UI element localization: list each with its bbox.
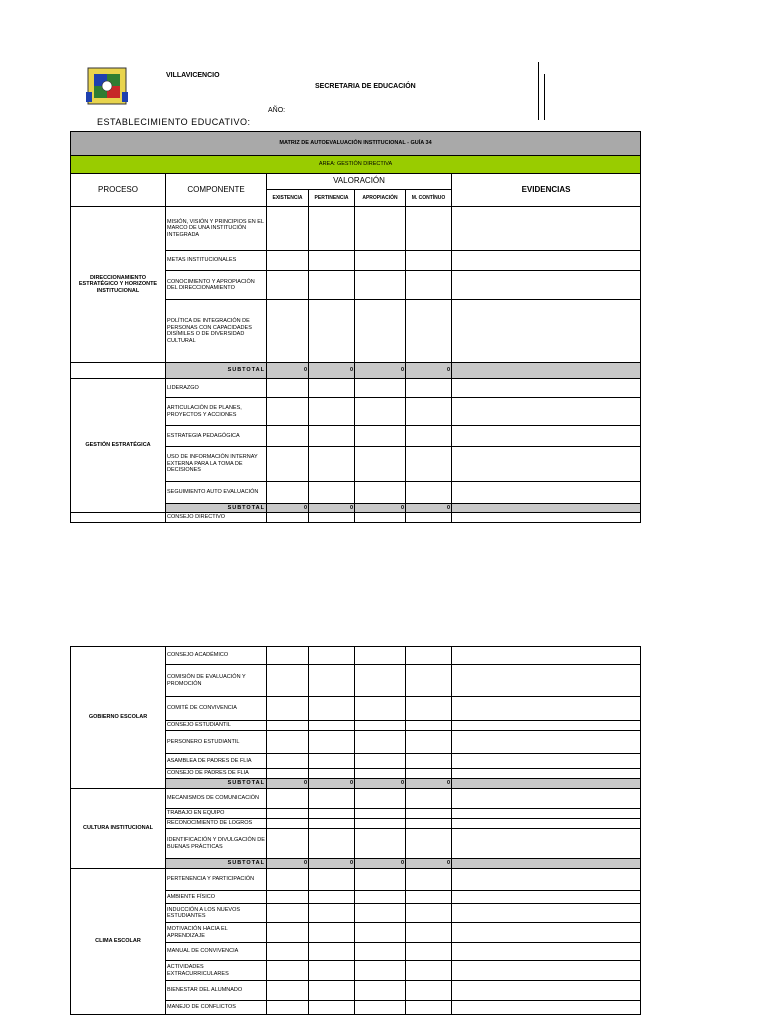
pertinencia-cell[interactable] <box>309 731 355 754</box>
evidencias-cell[interactable] <box>452 513 641 523</box>
existencia-cell[interactable] <box>267 891 309 904</box>
apropiacion-cell[interactable] <box>355 829 406 859</box>
evidencias-cell[interactable] <box>452 665 641 697</box>
header-divider-line <box>538 62 539 120</box>
apropiacion-cell[interactable] <box>355 697 406 721</box>
pertinencia-header: PERTINENCIA <box>309 190 355 207</box>
evidencias-cell[interactable] <box>452 819 641 829</box>
component-label: IDENTIFICACIÓN Y DIVULGACIÓN DE BUENAS PRÁCTICAS <box>166 829 267 859</box>
subtotal-evidence-cell <box>452 504 641 513</box>
pertinencia-cell[interactable] <box>309 271 355 300</box>
process-label: CLIMA ESCOLAR <box>71 869 166 1015</box>
apropiacion-cell[interactable] <box>355 981 406 1001</box>
existencia-cell[interactable] <box>267 665 309 697</box>
component-label: CONSEJO DIRECTIVO <box>166 513 267 523</box>
mcontinuo-cell[interactable] <box>406 721 452 731</box>
existencia-cell[interactable] <box>267 513 309 523</box>
subtotal-value: 0 <box>267 504 309 513</box>
subtotal-value: 0 <box>267 779 309 789</box>
mcontinuo-cell[interactable] <box>406 426 452 447</box>
pertinencia-cell[interactable] <box>309 482 355 504</box>
process-label: DIRECCIONAMIENTO ESTRATÉGICO Y HORIZONTE INSTITUCIONAL <box>71 207 166 363</box>
blank-cell <box>71 363 166 379</box>
existencia-cell[interactable] <box>267 829 309 859</box>
subtotal-value: 0 <box>355 779 406 789</box>
header-divider-line <box>544 74 545 120</box>
pertinencia-cell[interactable] <box>309 769 355 779</box>
subtotal-value: 0 <box>309 363 355 379</box>
pertinencia-cell[interactable] <box>309 207 355 251</box>
existencia-cell[interactable] <box>267 904 309 923</box>
evidencias-cell[interactable] <box>452 251 641 271</box>
subtotal-value: 0 <box>406 504 452 513</box>
pertinencia-cell[interactable] <box>309 665 355 697</box>
valoracion-header: VALORACIÓN <box>267 174 452 190</box>
pertinencia-cell[interactable] <box>309 809 355 819</box>
component-label: COMISIÓN DE EVALUACIÓN Y PROMOCIÓN <box>166 665 267 697</box>
evidencias-cell[interactable] <box>452 809 641 819</box>
mcontinuo-cell[interactable] <box>406 904 452 923</box>
component-label: POLÍTICA DE INTEGRACIÓN DE PERSONAS CON CAPACIDADES DISÍMILES O DE DIVERSIDAD CULTURAL <box>166 300 267 363</box>
pertinencia-cell[interactable] <box>309 891 355 904</box>
mcontinuo-cell[interactable] <box>406 300 452 363</box>
existencia-cell[interactable] <box>267 697 309 721</box>
subtotal-label: SUBTOTAL <box>166 779 267 789</box>
component-label: SEGUIMIENTO AUTO EVALUACIÓN <box>166 482 267 504</box>
apropiacion-cell[interactable] <box>355 789 406 809</box>
evidencias-cell[interactable] <box>452 789 641 809</box>
apropiacion-cell[interactable] <box>355 904 406 923</box>
pertinencia-cell[interactable] <box>309 961 355 981</box>
evidencias-cell[interactable] <box>452 426 641 447</box>
existencia-cell[interactable] <box>267 943 309 961</box>
proceso-header: PROCESO <box>71 174 166 207</box>
pertinencia-cell[interactable] <box>309 251 355 271</box>
mcontinuo-cell[interactable] <box>406 647 452 665</box>
existencia-cell[interactable] <box>267 482 309 504</box>
component-label: PERTENENCIA Y PARTICIPACIÓN <box>166 869 267 891</box>
apropiacion-cell[interactable] <box>355 869 406 891</box>
pertinencia-cell[interactable] <box>309 923 355 943</box>
evidencias-cell[interactable] <box>452 829 641 859</box>
component-label: MECANISMOS DE COMUNICACIÓN <box>166 789 267 809</box>
evidencias-cell[interactable] <box>452 300 641 363</box>
mcontinuo-cell[interactable] <box>406 398 452 426</box>
component-label: AMBIENTE FÍSICO <box>166 891 267 904</box>
component-label: CONSEJO ESTUDIANTIL <box>166 721 267 731</box>
apropiacion-cell[interactable] <box>355 769 406 779</box>
apropiacion-cell[interactable] <box>355 482 406 504</box>
component-label: LIDERAZGO <box>166 379 267 398</box>
pertinencia-cell[interactable] <box>309 447 355 482</box>
apropiacion-cell[interactable] <box>355 665 406 697</box>
apropiacion-header: APROPIACIÓN <box>355 190 406 207</box>
process-label: CULTURA INSTITUCIONAL <box>71 789 166 869</box>
apropiacion-cell[interactable] <box>355 809 406 819</box>
subtotal-label: SUBTOTAL <box>166 363 267 379</box>
component-label: PERSONERO ESTUDIANTIL <box>166 731 267 754</box>
component-label: MANEJO DE CONFLICTOS <box>166 1001 267 1015</box>
component-label: CONSEJO ACADÉMICO <box>166 647 267 665</box>
area-label: AREA: GESTIÓN DIRECTIVA <box>71 156 641 174</box>
mcontinuo-cell[interactable] <box>406 769 452 779</box>
evidencias-cell[interactable] <box>452 271 641 300</box>
apropiacion-cell[interactable] <box>355 379 406 398</box>
existencia-cell[interactable] <box>267 769 309 779</box>
pertinencia-cell[interactable] <box>309 819 355 829</box>
component-label: MISIÓN, VISIÓN Y PRINCIPIOS EN EL MARCO DE UNA INSTITUCIÓN INTEGRADA <box>166 207 267 251</box>
mcontinuo-cell[interactable] <box>406 271 452 300</box>
component-label: ARTICULACIÓN DE PLANES, PROYECTOS Y ACCIONES <box>166 398 267 426</box>
apropiacion-cell[interactable] <box>355 1001 406 1015</box>
mcontinuo-cell[interactable] <box>406 789 452 809</box>
evidencias-cell[interactable] <box>452 891 641 904</box>
evidencias-cell[interactable] <box>452 869 641 891</box>
existencia-cell[interactable] <box>267 731 309 754</box>
subtotal-value: 0 <box>309 859 355 869</box>
subtotal-value: 0 <box>309 779 355 789</box>
existencia-cell[interactable] <box>267 300 309 363</box>
evidencias-cell[interactable] <box>452 904 641 923</box>
existencia-cell[interactable] <box>267 961 309 981</box>
mcontinuo-cell[interactable] <box>406 819 452 829</box>
component-label: ASAMBLEA DE PADRES DE FLIA <box>166 754 267 769</box>
existencia-cell[interactable] <box>267 398 309 426</box>
pertinencia-cell[interactable] <box>309 647 355 665</box>
mcontinuo-cell[interactable] <box>406 1001 452 1015</box>
existencia-cell[interactable] <box>267 647 309 665</box>
subtotal-label: SUBTOTAL <box>166 859 267 869</box>
mcontinuo-cell[interactable] <box>406 665 452 697</box>
mcontinuo-cell[interactable] <box>406 809 452 819</box>
evidencias-cell[interactable] <box>452 647 641 665</box>
apropiacion-cell[interactable] <box>355 891 406 904</box>
subtotal-value: 0 <box>406 859 452 869</box>
pertinencia-cell[interactable] <box>309 426 355 447</box>
anio-label: AÑO: <box>268 107 286 114</box>
existencia-cell[interactable] <box>267 869 309 891</box>
apropiacion-cell[interactable] <box>355 207 406 251</box>
mcontinuo-cell[interactable] <box>406 961 452 981</box>
pertinencia-cell[interactable] <box>309 904 355 923</box>
existencia-cell[interactable] <box>267 379 309 398</box>
apropiacion-cell[interactable] <box>355 754 406 769</box>
pertinencia-cell[interactable] <box>309 721 355 731</box>
subtotal-evidence-cell <box>452 859 641 869</box>
mcontinuo-cell[interactable] <box>406 943 452 961</box>
existencia-cell[interactable] <box>267 271 309 300</box>
mcontinuo-cell[interactable] <box>406 513 452 523</box>
apropiacion-cell[interactable] <box>355 251 406 271</box>
subtotal-value: 0 <box>406 779 452 789</box>
mcontinuo-header: M. CONTÍNUO <box>406 190 452 207</box>
mcontinuo-cell[interactable] <box>406 697 452 721</box>
existencia-cell[interactable] <box>267 1001 309 1015</box>
existencia-cell[interactable] <box>267 819 309 829</box>
subtotal-evidence-cell <box>452 779 641 789</box>
apropiacion-cell[interactable] <box>355 819 406 829</box>
mcontinuo-cell[interactable] <box>406 891 452 904</box>
mcontinuo-cell[interactable] <box>406 447 452 482</box>
evidencias-cell[interactable] <box>452 961 641 981</box>
component-label: USO DE INFORMACIÓN INTERNAY EXTERNA PARA LA TOMA DE DECISIONES <box>166 447 267 482</box>
component-label: TRABAJO EN EQUIPO <box>166 809 267 819</box>
evidencias-cell[interactable] <box>452 447 641 482</box>
evidencias-cell[interactable] <box>452 769 641 779</box>
existencia-cell[interactable] <box>267 754 309 769</box>
apropiacion-cell[interactable] <box>355 647 406 665</box>
component-label: CONSEJO DE PADRES DE FLIA <box>166 769 267 779</box>
existencia-cell[interactable] <box>267 426 309 447</box>
mcontinuo-cell[interactable] <box>406 379 452 398</box>
pertinencia-cell[interactable] <box>309 789 355 809</box>
subtotal-label: SUBTOTAL <box>166 504 267 513</box>
apropiacion-cell[interactable] <box>355 426 406 447</box>
apropiacion-cell[interactable] <box>355 300 406 363</box>
evidencias-cell[interactable] <box>452 207 641 251</box>
establecimiento-label: ESTABLECIMIENTO EDUCATIVO: <box>97 117 251 127</box>
evidencias-cell[interactable] <box>452 697 641 721</box>
municipal-crest-logo <box>86 66 128 106</box>
pertinencia-cell[interactable] <box>309 513 355 523</box>
subtotal-value: 0 <box>309 504 355 513</box>
apropiacion-cell[interactable] <box>355 447 406 482</box>
component-label: RECONOCIMIENTO DE LOGROS <box>166 819 267 829</box>
pertinencia-cell[interactable] <box>309 829 355 859</box>
component-label: ACTIVIDADES EXTRACURRICULARES <box>166 961 267 981</box>
mcontinuo-cell[interactable] <box>406 869 452 891</box>
evidencias-cell[interactable] <box>452 731 641 754</box>
evaluation-matrix-page2 <box>70 646 641 1015</box>
evidencias-cell[interactable] <box>452 923 641 943</box>
subtotal-value: 0 <box>406 363 452 379</box>
existencia-cell[interactable] <box>267 923 309 943</box>
existencia-cell[interactable] <box>267 789 309 809</box>
evaluation-matrix-page1 <box>70 131 641 523</box>
evidencias-cell[interactable] <box>452 981 641 1001</box>
pertinencia-cell[interactable] <box>309 981 355 1001</box>
componente-header: COMPONENTE <box>166 174 267 207</box>
mcontinuo-cell[interactable] <box>406 482 452 504</box>
component-label: ESTRATEGIA PEDAGÓGICA <box>166 426 267 447</box>
evidencias-cell[interactable] <box>452 398 641 426</box>
blank-cell <box>71 513 166 523</box>
pertinencia-cell[interactable] <box>309 697 355 721</box>
apropiacion-cell[interactable] <box>355 731 406 754</box>
apropiacion-cell[interactable] <box>355 271 406 300</box>
mcontinuo-cell[interactable] <box>406 207 452 251</box>
subtotal-evidence-cell <box>452 363 641 379</box>
process-label: GOBIERNO ESCOLAR <box>71 647 166 789</box>
secretaria-name: SECRETARIA DE EDUCACIÓN <box>315 83 416 90</box>
evidencias-cell[interactable] <box>452 754 641 769</box>
existencia-cell[interactable] <box>267 809 309 819</box>
evidencias-cell[interactable] <box>452 943 641 961</box>
apropiacion-cell[interactable] <box>355 513 406 523</box>
apropiacion-cell[interactable] <box>355 961 406 981</box>
pertinencia-cell[interactable] <box>309 754 355 769</box>
component-label: MANUAL DE CONVIVENCIA <box>166 943 267 961</box>
component-label: CONOCIMIENTO Y APROPIACIÓN DEL DIRECCIONAMIENTO <box>166 271 267 300</box>
pertinencia-cell[interactable] <box>309 1001 355 1015</box>
pertinencia-cell[interactable] <box>309 943 355 961</box>
subtotal-value: 0 <box>267 363 309 379</box>
evidencias-cell[interactable] <box>452 721 641 731</box>
subtotal-value: 0 <box>355 859 406 869</box>
pertinencia-cell[interactable] <box>309 398 355 426</box>
evidencias-cell[interactable] <box>452 1001 641 1015</box>
pertinencia-cell[interactable] <box>309 379 355 398</box>
component-label: COMITÉ DE CONVIVENCIA <box>166 697 267 721</box>
existencia-cell[interactable] <box>267 207 309 251</box>
evidencias-cell[interactable] <box>452 379 641 398</box>
existencia-cell[interactable] <box>267 721 309 731</box>
mcontinuo-cell[interactable] <box>406 829 452 859</box>
pertinencia-cell[interactable] <box>309 300 355 363</box>
apropiacion-cell[interactable] <box>355 721 406 731</box>
evidencias-cell[interactable] <box>452 482 641 504</box>
evidencias-header: EVIDENCIAS <box>452 174 641 207</box>
mcontinuo-cell[interactable] <box>406 731 452 754</box>
mcontinuo-cell[interactable] <box>406 251 452 271</box>
city-name: VILLAVICENCIO <box>166 72 220 79</box>
existencia-header: EXISTENCIA <box>267 190 309 207</box>
apropiacion-cell[interactable] <box>355 398 406 426</box>
pertinencia-cell[interactable] <box>309 869 355 891</box>
existencia-cell[interactable] <box>267 251 309 271</box>
apropiacion-cell[interactable] <box>355 943 406 961</box>
existencia-cell[interactable] <box>267 981 309 1001</box>
mcontinuo-cell[interactable] <box>406 923 452 943</box>
subtotal-value: 0 <box>355 504 406 513</box>
component-label: METAS INSTITUCIONALES <box>166 251 267 271</box>
matrix-title: MATRIZ DE AUTOEVALUACIÓN INSTITUCIONAL - GUÍA 34 <box>71 132 641 156</box>
mcontinuo-cell[interactable] <box>406 981 452 1001</box>
existencia-cell[interactable] <box>267 447 309 482</box>
component-label: MOTIVACIÓN HACIA EL APRENDIZAJE <box>166 923 267 943</box>
apropiacion-cell[interactable] <box>355 923 406 943</box>
component-label: INDUCCIÓN A LOS NUEVOS ESTUDIANTES <box>166 904 267 923</box>
component-label: BIENESTAR DEL ALUMNADO <box>166 981 267 1001</box>
subtotal-value: 0 <box>267 859 309 869</box>
subtotal-value: 0 <box>355 363 406 379</box>
mcontinuo-cell[interactable] <box>406 754 452 769</box>
process-label: GESTIÓN ESTRATÉGICA <box>71 379 166 513</box>
